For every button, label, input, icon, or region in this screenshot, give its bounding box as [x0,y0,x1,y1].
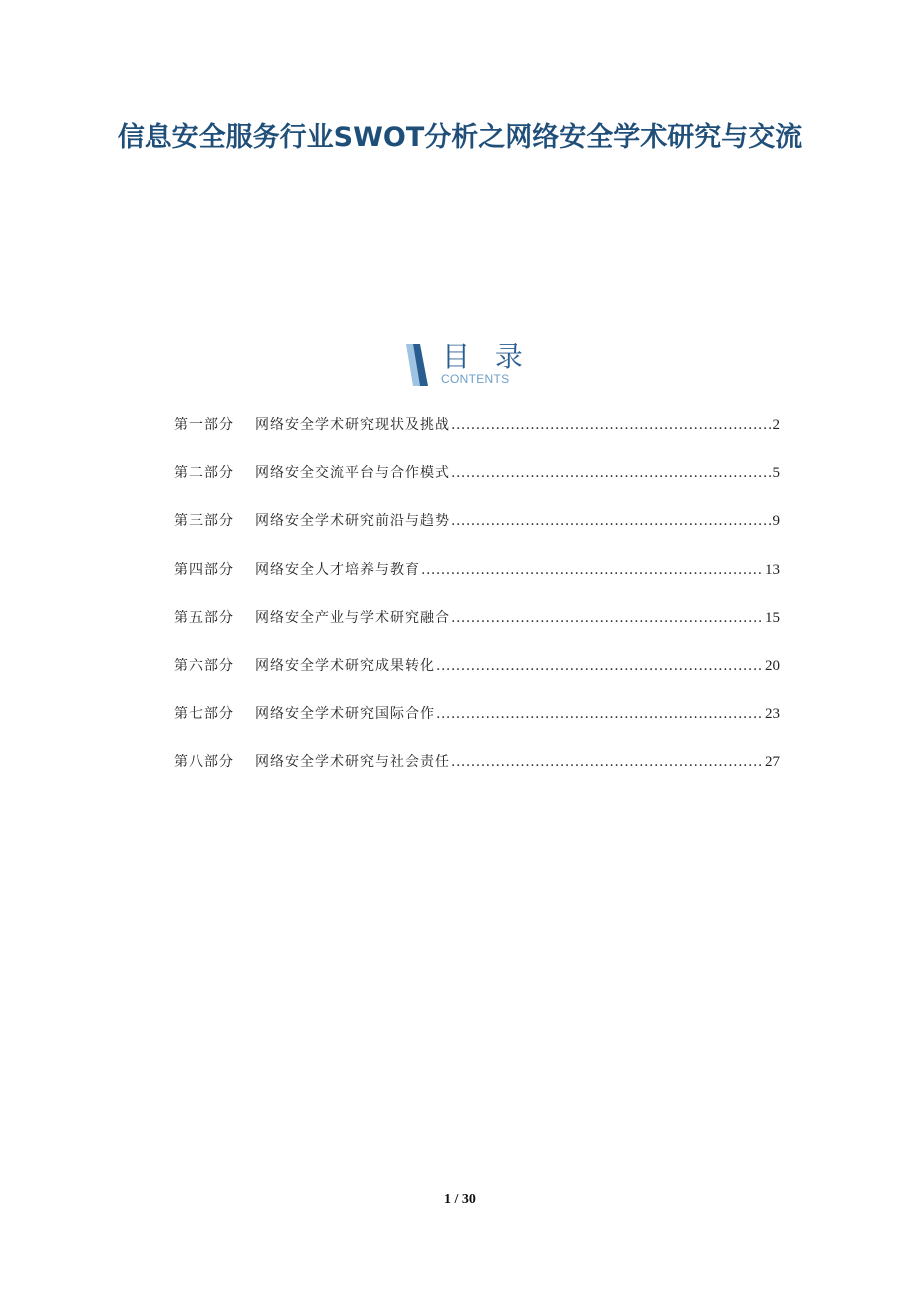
toc-entry-part: 第五部分 [174,609,234,626]
toc-dot-leader [451,410,772,440]
toc-dot-leader [436,651,764,681]
toc-entry[interactable] [174,747,780,795]
toc-entry[interactable] [174,458,780,506]
toc-entry-title: 网络安全学术研究国际合作 [255,706,435,723]
toc-entry-part: 第二部分 [174,465,234,482]
toc-entry-title: 网络安全交流平台与合作模式 [255,465,450,482]
toc-heading: 目 录 [442,340,531,373]
toc-entry[interactable] [174,651,780,699]
toc-entry-part: 第八部分 [174,754,234,771]
contents-logo-icon [404,342,430,388]
toc-entry-page: 13 [765,561,780,578]
toc-entry-page: 9 [772,513,780,530]
toc-entry-page: 20 [765,657,780,674]
toc-entry-page: 5 [772,465,780,482]
page-number: 1 / 30 [444,1192,476,1207]
toc-dot-leader [451,603,764,633]
toc-entry-page: 15 [765,609,780,626]
toc-entry-part: 第一部分 [174,417,234,433]
toc-entry-title: 网络安全学术研究前沿与趋势 [255,513,450,530]
toc-entry-page: 2 [772,417,780,433]
toc-entry-part: 第六部分 [174,657,234,674]
toc-dot-leader [421,555,764,585]
toc-entry[interactable] [174,555,780,603]
toc-dot-leader [451,458,772,488]
toc-entry[interactable] [174,699,780,747]
toc-entry-title: 网络安全人才培养与教育 [255,561,420,578]
toc-entry-title: 网络安全产业与学术研究融合 [255,609,450,626]
toc-list [174,410,780,796]
toc-entry[interactable] [174,603,780,651]
toc-entry-page: 23 [765,706,780,723]
toc-entry-page: 27 [765,754,780,771]
document-title: 信息安全服务行业SWOT分析之网络安全学术研究与交流 [117,122,803,153]
toc-entry-part: 第七部分 [174,706,234,723]
toc-entry-title: 网络安全学术研究与社会责任 [255,754,450,771]
toc-entry-title: 网络安全学术研究成果转化 [255,657,435,674]
toc-header [404,340,544,390]
toc-dot-leader [451,747,764,777]
toc-dot-leader [436,699,764,729]
toc-entry-part: 第三部分 [174,513,234,530]
toc-dot-leader [451,506,772,536]
toc-entry[interactable] [174,506,780,554]
toc-entry[interactable] [174,410,780,458]
toc-entry-part: 第四部分 [174,561,234,578]
toc-entry-title: 网络安全学术研究现状及挑战 [255,417,450,433]
toc-subheading: CONTENTS [441,372,510,386]
